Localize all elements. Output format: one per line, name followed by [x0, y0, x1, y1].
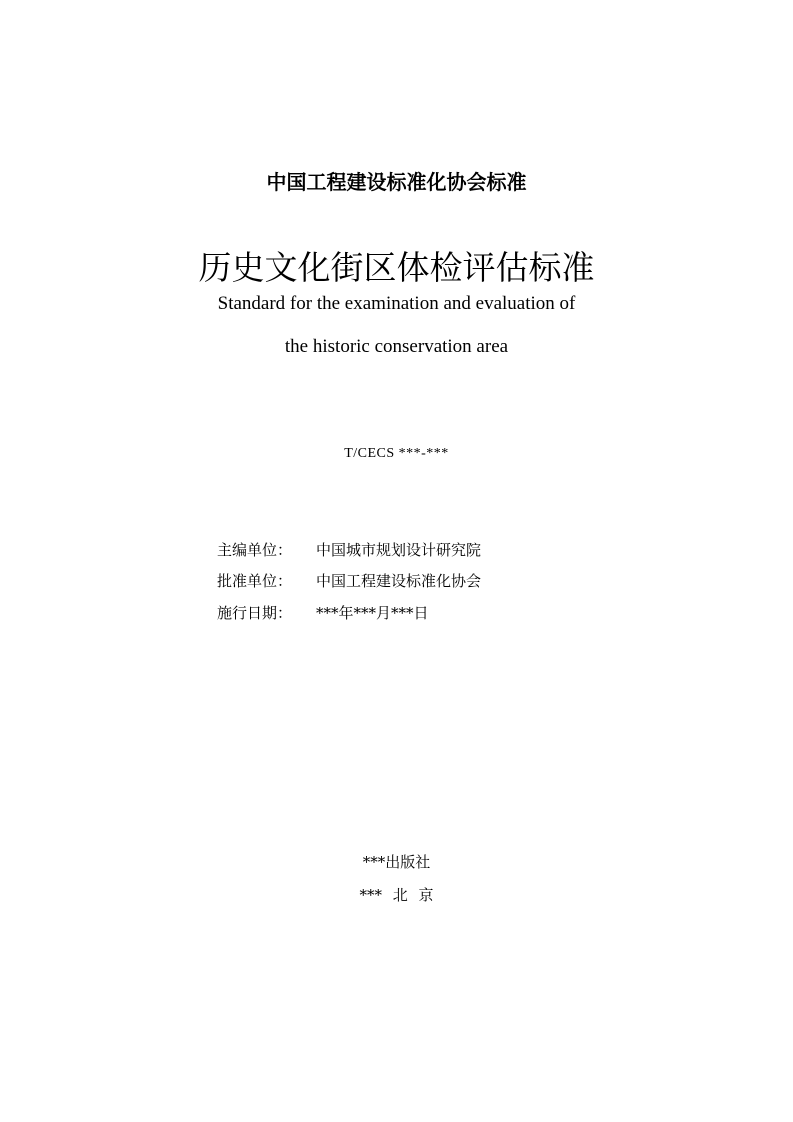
- meta-value: ***年***月***日: [316, 604, 429, 622]
- meta-row-chief-editor: [217, 539, 481, 560]
- standard-code: T/CECS ***-***: [344, 446, 449, 461]
- meta-label: 主编单位：: [217, 541, 293, 559]
- meta-value: 中国城市规划设计研究院: [316, 541, 482, 559]
- meta-row-approving-body: [217, 570, 481, 591]
- publisher-name: ***出版社: [362, 853, 431, 871]
- publisher-city: *** 北 京: [359, 886, 434, 904]
- meta-label: 施行日期：: [217, 604, 293, 622]
- document-title-chinese: 历史文化街区体检评估标准: [198, 248, 595, 287]
- document-title-english-line-1: Standard for the examination and evaluation of: [217, 293, 576, 314]
- issuing-organization-header: 中国工程建设标准化协会标准: [266, 170, 527, 194]
- meta-label: 批准单位：: [217, 572, 293, 590]
- meta-row-effective-date: [217, 602, 429, 623]
- document-title-english-line-2: the historic conservation area: [284, 336, 509, 357]
- meta-value: 中国工程建设标准化协会: [316, 572, 482, 590]
